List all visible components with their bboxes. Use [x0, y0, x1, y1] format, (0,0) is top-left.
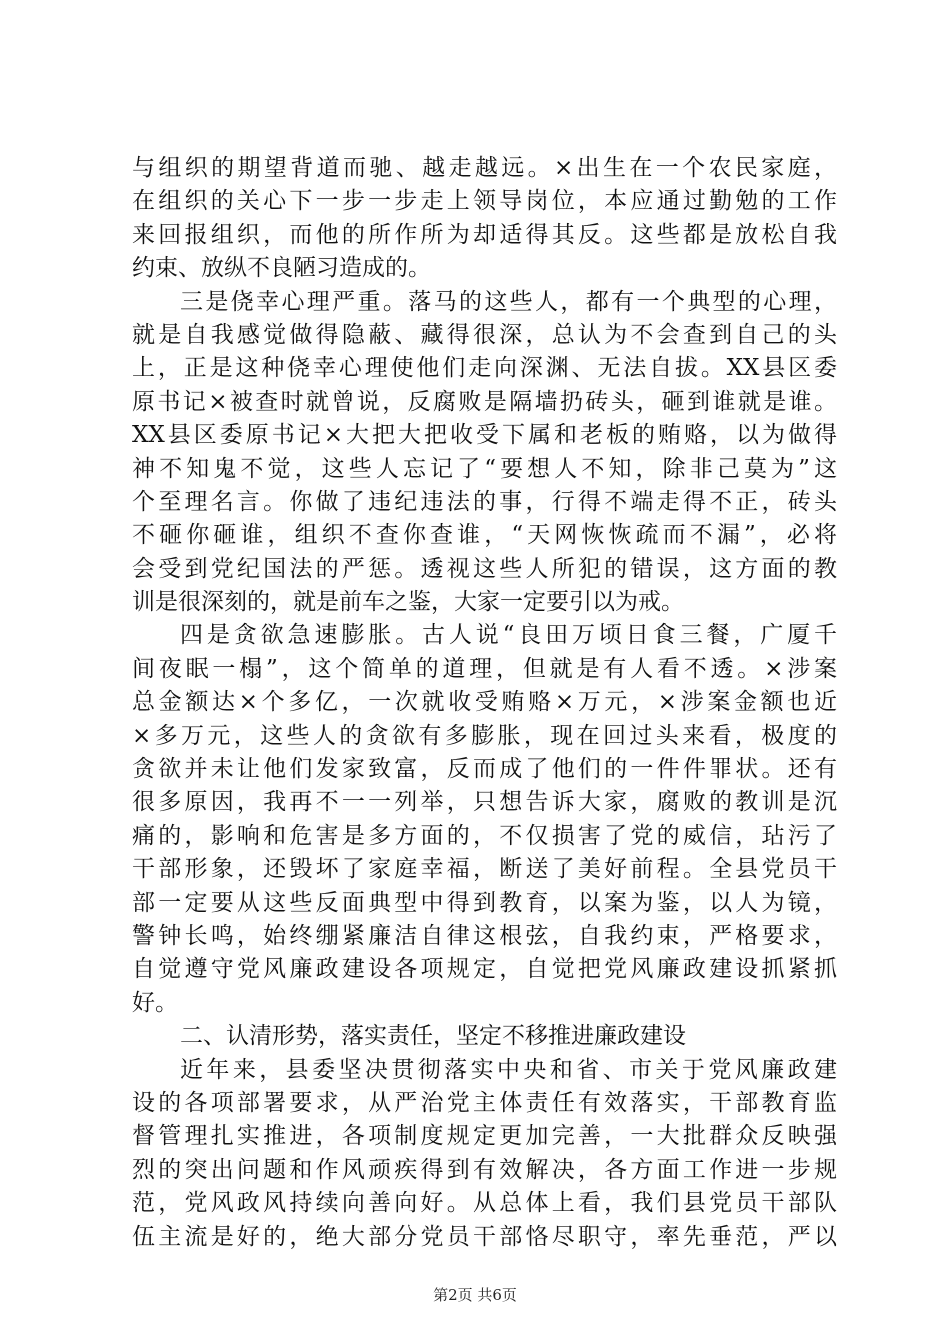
text-line: 好。 [132, 989, 178, 1016]
text-line: 很多原因，我再不一一列举，只想告诉大家，腐败的教训是沉 [132, 789, 837, 816]
document-body [132, 152, 837, 1254]
page-footer: 第2页 共6页 [433, 1286, 517, 1304]
text-line: 间夜眠一榻”，这个简单的道理，但就是有人看不透。×涉案 [132, 655, 837, 682]
text-line: 个至理名言。你做了违纪违法的事，行得不端走得不正，砖头 [132, 488, 837, 515]
text-line: 来回报组织，而他的所作所为却适得其反。这些都是放松自我 [132, 221, 837, 248]
text-line: 伍主流是好的，绝大部分党员干部恪尽职守，率先垂范，严以 [132, 1223, 837, 1250]
text-line: 四是贪欲急速膨胀。古人说“良田万顷日食三餐，广厦千 [180, 622, 837, 649]
text-line: 警钟长鸣，始终绷紧廉洁自律这根弦，自我约束，严格要求， [132, 922, 837, 949]
text-line: 二、认清形势，落实责任，坚定不移推进廉政建设 [180, 1023, 686, 1050]
text-line: 范，党风政风持续向善向好。从总体上看，我们县党员干部队 [132, 1190, 837, 1217]
text-line: 原书记×被查时就曾说，反腐败是隔墙扔砖头，砸到谁就是谁。 [132, 388, 837, 415]
text-line: 干部形象，还毁坏了家庭幸福，断送了美好前程。全县党员干 [132, 856, 837, 883]
text-line: 约束、放纵不良陋习造成的。 [132, 255, 431, 282]
text-line: 设的各项部署要求，从严治党主体责任有效落实，干部教育监 [132, 1089, 837, 1116]
text-line: 痛的，影响和危害是多方面的，不仅损害了党的威信，玷污了 [132, 822, 837, 849]
text-line: 部一定要从这些反面典型中得到教育，以案为鉴，以人为镜， [132, 889, 837, 916]
text-line: ×多万元，这些人的贪欲有多膨胀，现在回过头来看，极度的 [132, 722, 837, 749]
text-line: 与组织的期望背道而驰、越走越远。×出生在一个农民家庭， [132, 155, 837, 181]
text-line: 总金额达×个多亿，一次就收受贿赂×万元，×涉案金额也近 [132, 689, 837, 716]
text-line: 三是侥幸心理严重。落马的这些人，都有一个典型的心理， [180, 288, 837, 315]
text-line: 神不知鬼不觉，这些人忘记了“要想人不知，除非己莫为”这 [132, 455, 837, 482]
text-line: 上，正是这种侥幸心理使他们走向深渊、无法自拔。XX县区委 [132, 355, 837, 382]
text-line: 就是自我感觉做得隐蔽、藏得很深，总认为不会查到自己的头 [132, 321, 837, 348]
text-line: XX县区委原书记×大把大把收受下属和老板的贿赂，以为做得 [132, 422, 837, 449]
text-line: 自觉遵守党风廉政建设各项规定，自觉把党风廉政建设抓紧抓 [132, 956, 837, 983]
text-line: 训是很深刻的，就是前车之鉴，大家一定要引以为戒。 [132, 589, 684, 616]
text-line: 近年来，县委坚决贯彻落实中央和省、市关于党风廉政建 [180, 1056, 837, 1083]
text-line: 在组织的关心下一步一步走上领导岗位，本应通过勤勉的工作 [132, 188, 837, 215]
text-line: 烈的突出问题和作风顽疾得到有效解决，各方面工作进一步规 [132, 1156, 837, 1183]
text-line: 不砸你砸谁，组织不查你查谁，“天网恢恢疏而不漏”，必将 [132, 522, 837, 549]
text-line: 贪欲并未让他们发家致富，反而成了他们的一件件罪状。还有 [132, 756, 837, 783]
text-line: 督管理扎实推进，各项制度规定更加完善，一大批群众反映强 [132, 1123, 837, 1150]
text-line: 会受到党纪国法的严惩。透视这些人所犯的错误，这方面的教 [132, 555, 837, 582]
